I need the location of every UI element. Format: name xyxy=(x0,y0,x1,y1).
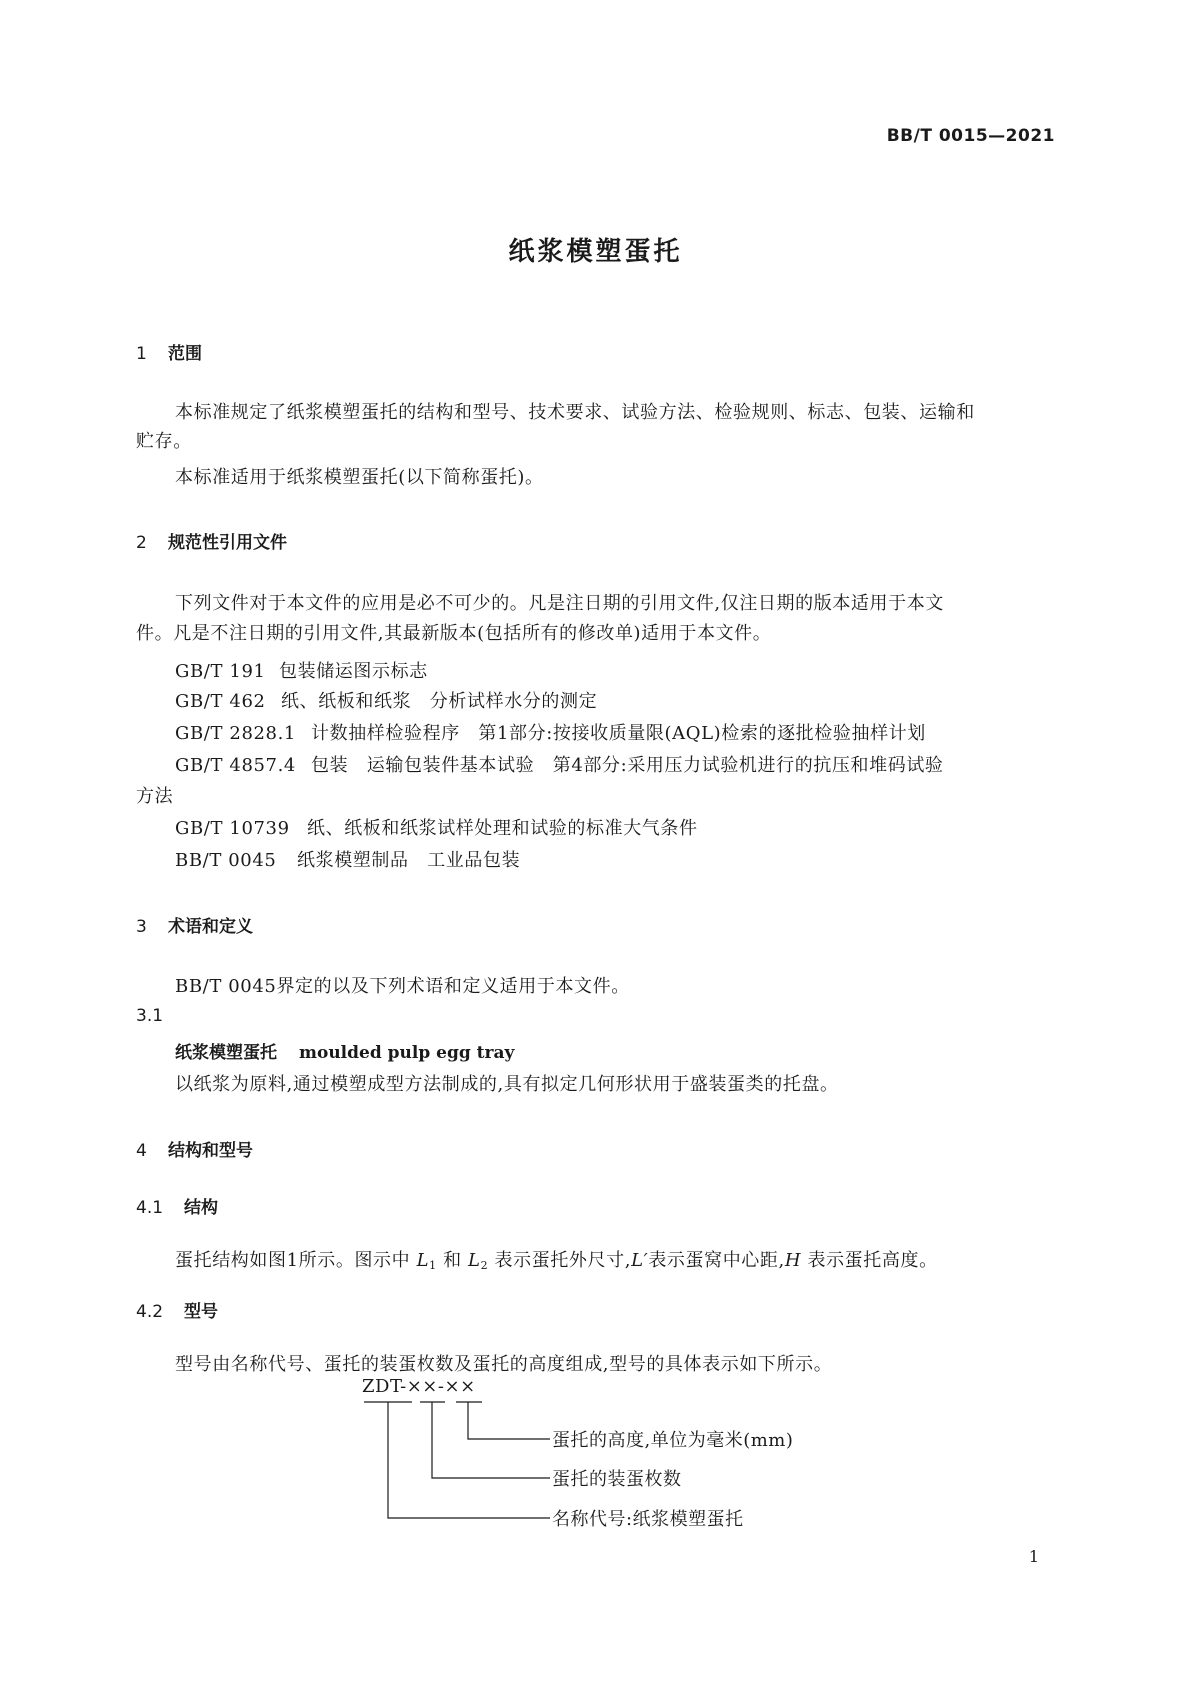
paragraph-continuation: 件。凡是不注日期的引用文件,其最新版本(包括所有的修改单)适用于本文件。 xyxy=(136,623,772,644)
code-prefix: ZDT- xyxy=(362,1376,407,1397)
text-run: 表示蛋托外尺寸, xyxy=(494,1250,632,1271)
reference-code: GB/T 4857.4 xyxy=(175,755,296,776)
subscript: 2 xyxy=(480,1259,489,1272)
reference-title: 纸浆模塑制品 工业品包装 xyxy=(297,850,521,871)
paragraph: 本标准适用于纸浆模塑蛋托(以下简称蛋托)。 xyxy=(175,467,544,488)
text-run: 和 xyxy=(443,1250,462,1271)
paragraph-continuation: 方法 xyxy=(136,786,174,807)
standard-code: BB/T 0015—2021 xyxy=(886,126,1055,146)
code-dash: - xyxy=(437,1376,445,1397)
reference-code: GB/T 191 xyxy=(175,661,266,682)
subsection-number: 4.1 xyxy=(136,1198,164,1218)
label-tray-height: 蛋托的高度,单位为毫米(mm) xyxy=(552,1430,794,1451)
term-english: moulded pulp egg tray xyxy=(299,1043,515,1063)
section-number: 3 xyxy=(136,917,147,937)
symbol-L: L xyxy=(468,1250,481,1271)
reference-title: 包装储运图示标志 xyxy=(279,661,428,682)
term-number: 3.1 xyxy=(136,1006,164,1026)
reference-code: GB/T 462 xyxy=(175,691,266,712)
reference-title: 纸、纸板和纸浆试样处理和试验的标准大气条件 xyxy=(307,818,698,839)
subscript: 1 xyxy=(429,1259,437,1272)
section-number: 4 xyxy=(136,1141,147,1161)
text-run: 表示蛋托高度。 xyxy=(807,1250,938,1271)
section-title: 术语和定义 xyxy=(168,917,253,937)
paragraph: 下列文件对于本文件的应用是必不可少的。凡是注日期的引用文件,仅注日期的版本适用于本文 xyxy=(175,593,944,614)
section-title: 结构和型号 xyxy=(168,1141,253,1161)
section-number: 1 xyxy=(136,344,147,364)
reference-title: 计数抽样检验程序 第1部分:按接收质量限(AQL)检索的逐批检验抽样计划 xyxy=(311,723,926,744)
code-height-placeholder: ×× xyxy=(444,1376,476,1397)
paragraph-continuation: 贮存。 xyxy=(136,431,192,452)
paragraph: 本标准规定了纸浆模塑蛋托的结构和型号、技术要求、试验方法、检验规则、标志、包装、运输和 xyxy=(175,402,975,423)
symbol-L: L xyxy=(416,1250,430,1271)
reference-code: BB/T 0045 xyxy=(175,850,277,871)
page-number: 1 xyxy=(1028,1547,1039,1566)
subsection-title: 结构 xyxy=(184,1198,218,1218)
reference-title: 纸、纸板和纸浆 分析试样水分的测定 xyxy=(281,691,598,712)
reference-code: GB/T 2828.1 xyxy=(175,723,296,744)
text-run: 表示蛋窝中心距, xyxy=(648,1250,785,1271)
reference-code: GB/T 10739 xyxy=(175,818,290,839)
section-number: 2 xyxy=(136,533,147,553)
term-definition: 以纸浆为原料,通过模塑成型方法制成的,具有拟定几何形状用于盛装蛋类的托盘。 xyxy=(175,1074,839,1095)
paragraph: 型号由名称代号、蛋托的装蛋枚数及蛋托的高度组成,型号的具体表示如下所示。 xyxy=(175,1354,833,1375)
label-egg-count: 蛋托的装蛋枚数 xyxy=(552,1469,682,1490)
text-run: 蛋托结构如图1所示。图示中 xyxy=(175,1250,411,1271)
paragraph: BB/T 0045界定的以及下列术语和定义适用于本文件。 xyxy=(175,976,630,997)
label-name-code: 名称代号:纸浆模塑蛋托 xyxy=(552,1509,744,1530)
symbol-L-prime: L′ xyxy=(631,1250,649,1271)
reference-title: 包装 运输包装件基本试验 第4部分:采用压力试验机进行的抗压和堆码试验 xyxy=(311,755,944,776)
page-title: 纸浆模塑蛋托 xyxy=(508,237,683,267)
subsection-number: 4.2 xyxy=(136,1302,164,1322)
section-title: 范围 xyxy=(168,344,202,364)
code-egg-count-placeholder: ×× xyxy=(406,1376,438,1397)
subsection-title: 型号 xyxy=(184,1302,218,1322)
section-title: 规范性引用文件 xyxy=(168,533,287,553)
term-chinese: 纸浆模塑蛋托 xyxy=(175,1043,277,1063)
symbol-H: H xyxy=(784,1250,802,1271)
